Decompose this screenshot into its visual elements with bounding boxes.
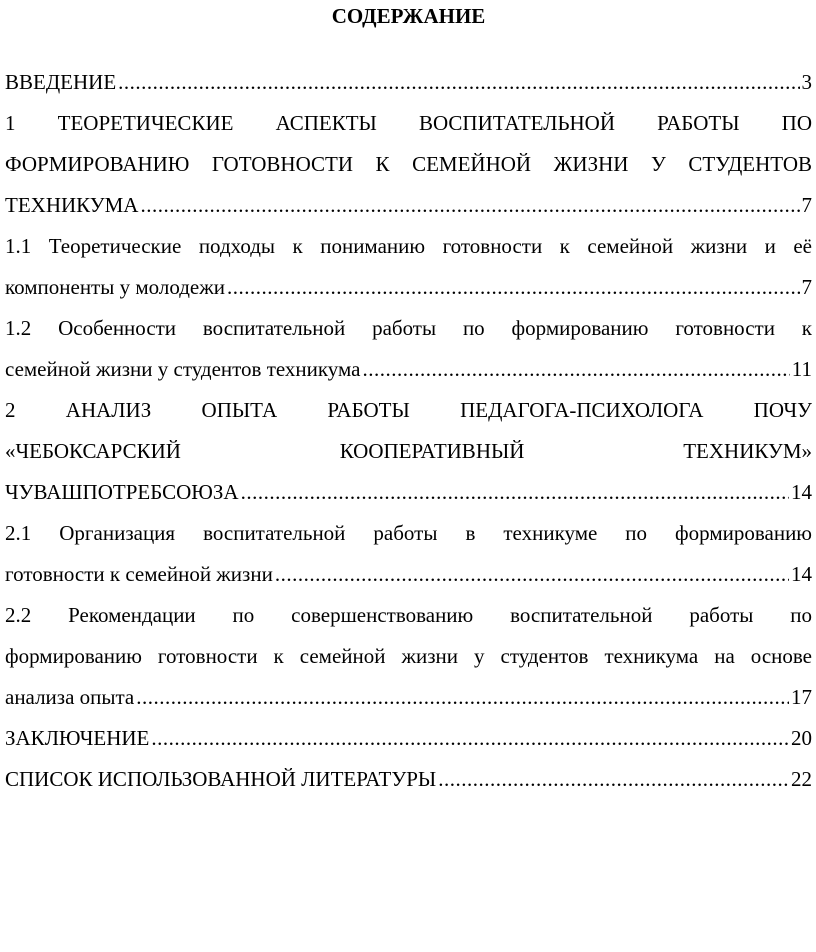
toc-page-number: 7 [801, 193, 812, 217]
dot-leader [275, 554, 789, 595]
toc-entry [5, 62, 812, 103]
dot-leader [136, 677, 789, 718]
dot-leader [438, 759, 789, 800]
toc-entry-last-line [5, 472, 812, 513]
toc-entry-line: 1.2 Особенности воспитательной работы по формированию готовности к [5, 316, 812, 340]
toc-entry-line: 1 ТЕОРЕТИЧЕСКИЕ АСПЕКТЫ ВОСПИТАТЕЛЬНОЙ РАБОТЫ ПО [5, 111, 812, 135]
toc-entry-title: ЗАКЛЮЧЕНИЕ [5, 726, 150, 750]
dot-leader [363, 349, 790, 390]
toc-entry [5, 513, 812, 595]
toc-entry-last-line [5, 62, 812, 103]
toc-entry-last-line [5, 185, 812, 226]
dot-leader [151, 718, 789, 759]
toc-entry-title: готовности к семейной жизни [5, 562, 273, 586]
toc-entry [5, 390, 812, 513]
toc-page-number: 14 [791, 562, 812, 586]
toc-entry [5, 103, 812, 226]
toc-entry-last-line [5, 759, 812, 800]
toc-entry-title: ВВЕДЕНИЕ [5, 70, 117, 94]
toc-entry-line: формированию готовности к семейной жизни у студентов техникума на основе [5, 644, 812, 668]
toc-entry-last-line [5, 349, 812, 390]
toc-entry [5, 226, 812, 308]
toc-entry-title: ТЕХНИКУМА [5, 193, 139, 217]
toc-entry [5, 308, 812, 390]
toc-page-number: 7 [801, 275, 812, 299]
toc-entry-title: компоненты у молодежи [5, 275, 225, 299]
toc-page-number: 3 [801, 70, 812, 94]
toc-entry-line: 2 АНАЛИЗ ОПЫТА РАБОТЫ ПЕДАГОГА-ПСИХОЛОГА ПОЧУ [5, 398, 812, 422]
toc-entry-title: СПИСОК ИСПОЛЬЗОВАННОЙ ЛИТЕРАТУРЫ [5, 767, 437, 791]
toc-entry-title: семейной жизни у студентов техникума [5, 357, 361, 381]
toc-title: СОДЕРЖАНИЕ [331, 4, 486, 28]
toc-entry-line: ФОРМИРОВАНИЮ ГОТОВНОСТИ К СЕМЕЙНОЙ ЖИЗНИ У СТУДЕНТОВ [5, 152, 812, 176]
toc-page-number: 20 [791, 726, 812, 750]
toc-list [5, 62, 812, 800]
toc-entry-line: 1.1 Теоретические подходы к пониманию готовности к семейной жизни и её [5, 234, 812, 258]
toc-entry [5, 595, 812, 718]
toc-entry-title: ЧУВАШПОТРЕБСОЮЗА [5, 480, 239, 504]
toc-page-number: 14 [791, 480, 812, 504]
toc-entry-last-line [5, 677, 812, 718]
toc-entry [5, 718, 812, 759]
dot-leader [118, 62, 799, 103]
dot-leader [227, 267, 800, 308]
toc-entry-line: «ЧЕБОКСАРСКИЙ КООПЕРАТИВНЫЙ ТЕХНИКУМ» [5, 439, 812, 463]
dot-leader [241, 472, 789, 513]
toc-entry-line: 2.1 Организация воспитательной работы в техникуме по формированию [5, 521, 812, 545]
toc-page-number: 11 [791, 357, 812, 381]
toc-entry-last-line [5, 554, 812, 595]
toc-page-number: 17 [791, 685, 812, 709]
toc-entry-line: 2.2 Рекомендации по совершенствованию воспитательной работы по [5, 603, 812, 627]
toc-page-number: 22 [791, 767, 812, 791]
toc-entry-last-line [5, 267, 812, 308]
toc-entry [5, 759, 812, 800]
dot-leader [140, 185, 799, 226]
toc-entry-last-line [5, 718, 812, 759]
toc-entry-title: анализа опыта [5, 685, 135, 709]
